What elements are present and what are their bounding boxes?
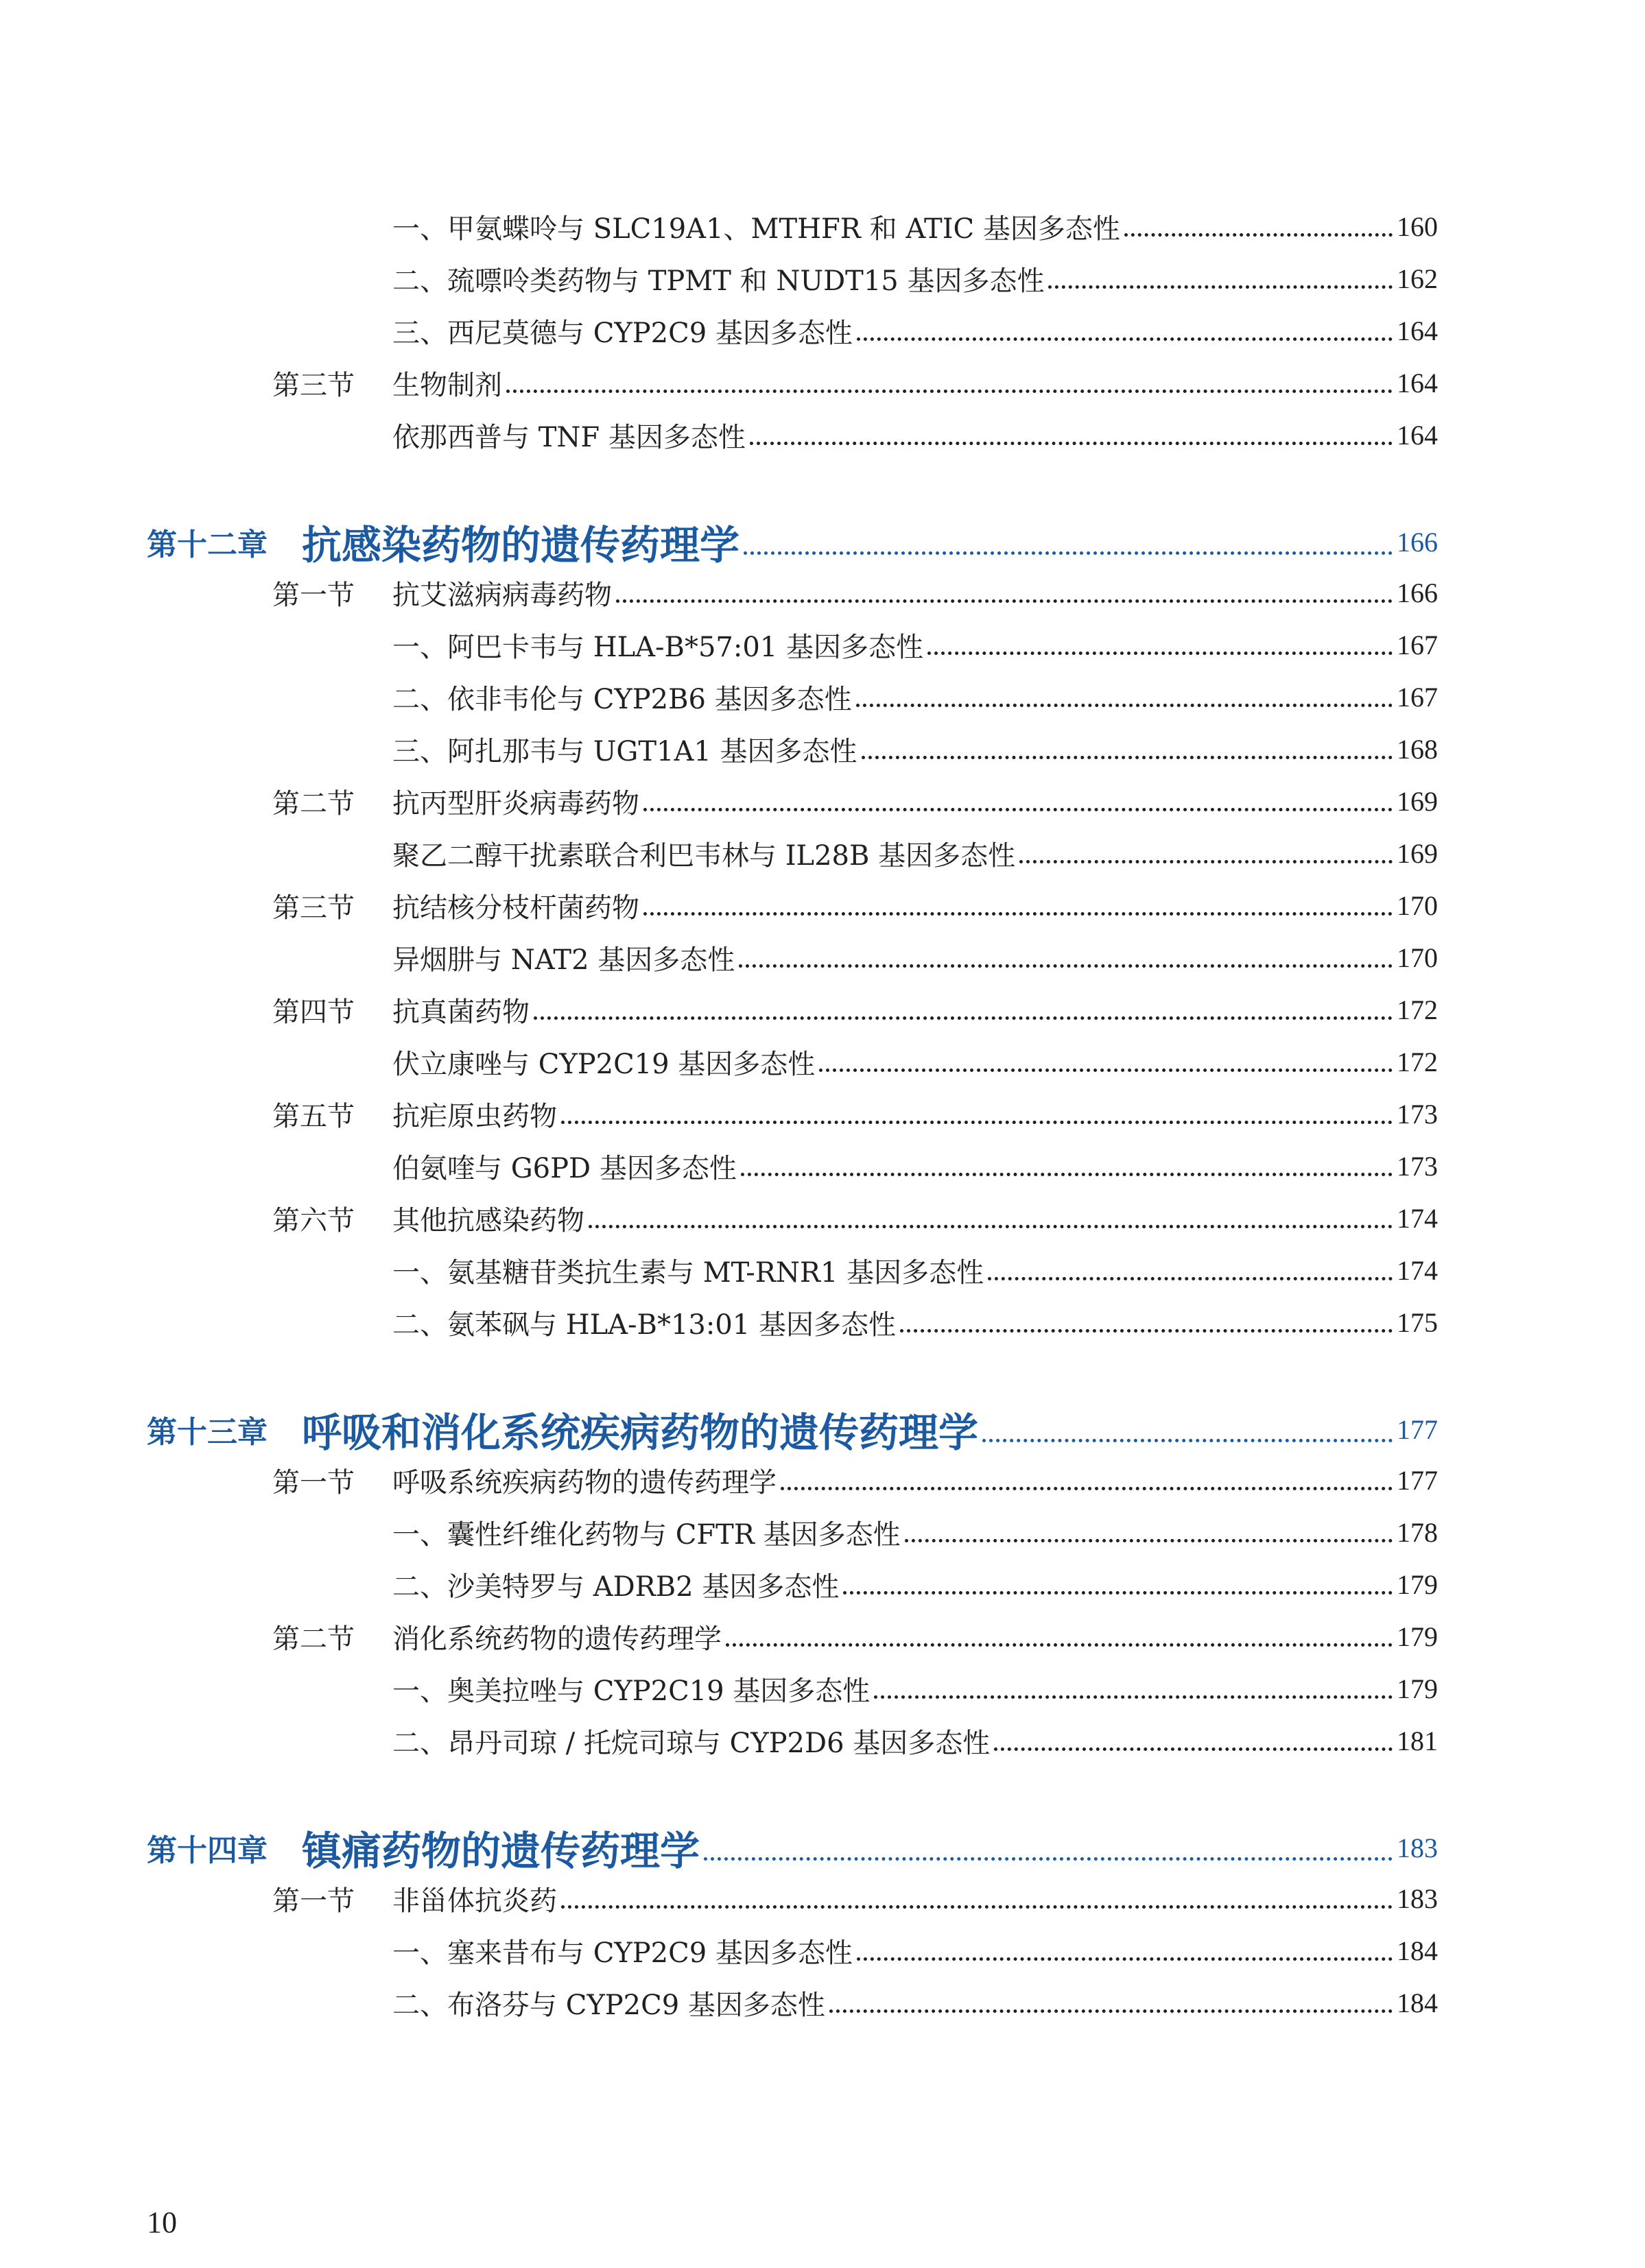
chapter-title: 呼吸和消化系统疾病药物的遗传药理学 <box>302 1409 979 1456</box>
dot-leader <box>744 551 1393 555</box>
section-title: 呼吸系统疾病药物的遗传药理学 <box>392 1466 777 1499</box>
section-label: 第三节 <box>272 369 355 401</box>
toc-section-entry[interactable] <box>0 1192 1438 1244</box>
dot-leader <box>857 337 1393 341</box>
sub-title: 三、西尼莫德与 CYP2C9 基因多态性 <box>392 317 853 349</box>
section-label: 第一节 <box>272 579 355 611</box>
section-title: 抗真菌药物 <box>392 996 530 1028</box>
section-label: 第五节 <box>272 1100 355 1132</box>
dot-leader <box>589 1225 1393 1228</box>
page-ref: 178 <box>1397 1516 1438 1548</box>
sub-title: 二、布洛芬与 CYP2C9 基因多态性 <box>392 1989 825 2021</box>
toc-section-entry[interactable] <box>0 879 1438 931</box>
toc-sub-entry[interactable] <box>0 409 1438 461</box>
toc-sub-entry[interactable] <box>0 1506 1438 1558</box>
dot-leader <box>750 442 1393 445</box>
toc-sub-entry[interactable] <box>0 1558 1438 1610</box>
toc-section-entry[interactable] <box>0 357 1438 409</box>
dot-leader <box>1048 285 1393 289</box>
section-label: 第四节 <box>272 996 355 1028</box>
page-ref: 173 <box>1397 1150 1438 1182</box>
page-ref: 174 <box>1397 1202 1438 1234</box>
page-ref: 175 <box>1397 1306 1438 1338</box>
sub-title: 二、氨苯砜与 HLA-B*13:01 基因多态性 <box>392 1309 896 1341</box>
page-number: 10 <box>147 2206 177 2239</box>
section-title: 消化系统药物的遗传药理学 <box>392 1623 722 1655</box>
dot-leader <box>900 1329 1393 1333</box>
dot-leader <box>927 652 1393 655</box>
chapter-title: 抗感染药物的遗传药理学 <box>302 522 740 569</box>
page-ref: 164 <box>1397 419 1438 451</box>
page-ref: 162 <box>1397 263 1438 294</box>
section-label: 第一节 <box>272 1885 355 1917</box>
dot-leader <box>616 599 1393 603</box>
sub-title: 二、昂丹司琼 / 托烷司琼与 CYP2D6 基因多态性 <box>392 1727 991 1759</box>
toc-sub-entry[interactable] <box>0 305 1438 357</box>
toc-sub-entry[interactable] <box>0 1924 1438 1977</box>
page-ref: 174 <box>1397 1254 1438 1286</box>
dot-leader <box>643 808 1393 811</box>
sub-title: 二、依非韦伦与 CYP2B6 基因多态性 <box>392 683 852 715</box>
page-ref: 166 <box>1397 526 1438 558</box>
dot-leader <box>905 1539 1393 1542</box>
toc-sub-entry[interactable] <box>0 1296 1438 1348</box>
section-title: 生物制剂 <box>392 369 502 401</box>
page-ref: 179 <box>1397 1568 1438 1600</box>
sub-title: 聚乙二醇干扰素联合利巴韦林与 IL28B 基因多态性 <box>392 839 1016 872</box>
section-title: 抗丙型肝炎病毒药物 <box>392 787 639 820</box>
section-title: 抗疟原虫药物 <box>392 1100 557 1132</box>
section-label: 第六节 <box>272 1204 355 1237</box>
page-ref: 184 <box>1397 1987 1438 2018</box>
dot-leader <box>1124 233 1393 237</box>
page-ref: 160 <box>1397 211 1438 242</box>
dot-leader <box>781 1487 1393 1490</box>
dot-leader <box>1019 860 1393 863</box>
dot-leader <box>643 912 1393 916</box>
sub-title: 二、巯嘌呤类药物与 TPMT 和 NUDT15 基因多态性 <box>392 265 1045 297</box>
dot-leader <box>994 1747 1393 1751</box>
dot-leader <box>843 1591 1393 1595</box>
dot-leader <box>534 1016 1393 1020</box>
page-ref: 179 <box>1397 1621 1438 1652</box>
dot-leader <box>819 1069 1393 1072</box>
page-ref: 183 <box>1397 1883 1438 1914</box>
chapter-label: 第十三章 <box>147 1415 268 1450</box>
dot-leader <box>856 704 1393 707</box>
page-ref: 181 <box>1397 1725 1438 1756</box>
dot-leader <box>726 1643 1393 1647</box>
page-ref: 169 <box>1397 837 1438 869</box>
toc-sub-entry[interactable] <box>0 1036 1438 1088</box>
toc-sub-entry[interactable] <box>0 1715 1438 1767</box>
toc-sub-entry[interactable] <box>0 723 1438 775</box>
section-label: 第一节 <box>272 1466 355 1499</box>
chapter-title: 镇痛药物的遗传药理学 <box>302 1828 700 1874</box>
toc-section-entry[interactable] <box>0 775 1438 827</box>
sub-title: 一、囊性纤维化药物与 CFTR 基因多态性 <box>392 1518 901 1551</box>
toc-chapter-entry[interactable] <box>0 1813 1438 1882</box>
toc-section-entry[interactable] <box>0 983 1438 1036</box>
dot-leader <box>988 1277 1393 1280</box>
section-title: 非甾体抗炎药 <box>392 1885 557 1917</box>
toc-sub-entry[interactable] <box>0 931 1438 983</box>
dot-leader <box>506 390 1393 393</box>
toc-section-entry[interactable] <box>0 1088 1438 1140</box>
sub-title: 一、甲氨蝶呤与 SLC19A1、MTHFR 和 ATIC 基因多态性 <box>392 213 1120 245</box>
dot-leader <box>857 1957 1393 1961</box>
toc-sub-entry[interactable] <box>0 1662 1438 1715</box>
sub-title: 依那西普与 TNF 基因多态性 <box>392 421 746 453</box>
section-title: 抗艾滋病病毒药物 <box>392 579 612 611</box>
sub-title: 一、奥美拉唑与 CYP2C19 基因多态性 <box>392 1675 871 1707</box>
dot-leader <box>561 1121 1393 1124</box>
chapter-label: 第十四章 <box>147 1833 268 1868</box>
toc-sub-entry[interactable] <box>0 671 1438 723</box>
dot-leader <box>739 964 1393 968</box>
dot-leader <box>862 756 1393 759</box>
toc-sub-entry[interactable] <box>0 619 1438 671</box>
page-ref: 173 <box>1397 1098 1438 1130</box>
toc-sub-entry[interactable] <box>0 252 1438 305</box>
sub-title: 一、阿巴卡韦与 HLA-B*57:01 基因多态性 <box>392 631 923 663</box>
dot-leader <box>829 2009 1393 2013</box>
page-ref: 164 <box>1397 367 1438 398</box>
page-ref: 169 <box>1397 785 1438 817</box>
page-ref: 177 <box>1397 1464 1438 1496</box>
toc-section-entry[interactable] <box>0 1610 1438 1662</box>
toc-chapter-entry[interactable] <box>0 508 1438 576</box>
toc-section-entry[interactable] <box>0 1872 1438 1924</box>
sub-title: 异烟肼与 NAT2 基因多态性 <box>392 944 735 976</box>
sub-title: 二、沙美特罗与 ADRB2 基因多态性 <box>392 1571 840 1603</box>
sub-title: 一、塞来昔布与 CYP2C9 基因多态性 <box>392 1937 853 1969</box>
page-ref: 177 <box>1397 1413 1438 1445</box>
dot-leader <box>561 1905 1393 1909</box>
dot-leader <box>741 1173 1393 1176</box>
page-ref: 166 <box>1397 577 1438 608</box>
toc-section-entry[interactable] <box>0 566 1438 619</box>
section-label: 第二节 <box>272 787 355 820</box>
page-ref: 167 <box>1397 681 1438 713</box>
page-ref: 172 <box>1397 1046 1438 1077</box>
section-label: 第三节 <box>272 892 355 924</box>
toc-section-entry[interactable] <box>0 1454 1438 1506</box>
page-ref: 164 <box>1397 315 1438 346</box>
page-ref: 168 <box>1397 733 1438 765</box>
chapter-label: 第十二章 <box>147 527 268 562</box>
dot-leader <box>982 1439 1393 1442</box>
toc-sub-entry[interactable] <box>0 827 1438 879</box>
page-ref: 170 <box>1397 890 1438 921</box>
toc-sub-entry[interactable] <box>0 1977 1438 2029</box>
page-ref: 183 <box>1397 1832 1438 1863</box>
sub-title: 伯氨喹与 G6PD 基因多态性 <box>392 1152 737 1184</box>
toc-sub-entry[interactable] <box>0 1244 1438 1296</box>
toc-chapter-entry[interactable] <box>0 1395 1438 1464</box>
sub-title: 一、氨基糖苷类抗生素与 MT-RNR1 基因多态性 <box>392 1256 984 1289</box>
section-label: 第二节 <box>272 1623 355 1655</box>
page-ref: 184 <box>1397 1935 1438 1966</box>
section-title: 抗结核分枝杆菌药物 <box>392 892 639 924</box>
dot-leader <box>874 1695 1393 1699</box>
toc-sub-entry[interactable] <box>0 1140 1438 1192</box>
sub-title: 伏立康唑与 CYP2C19 基因多态性 <box>392 1048 816 1080</box>
toc-sub-entry[interactable] <box>0 200 1438 252</box>
sub-title: 三、阿扎那韦与 UGT1A1 基因多态性 <box>392 735 857 767</box>
page-ref: 167 <box>1397 629 1438 660</box>
page-ref: 172 <box>1397 994 1438 1025</box>
page-ref: 170 <box>1397 942 1438 973</box>
section-title: 其他抗感染药物 <box>392 1204 584 1237</box>
dot-leader <box>704 1857 1393 1861</box>
page-ref: 179 <box>1397 1673 1438 1704</box>
